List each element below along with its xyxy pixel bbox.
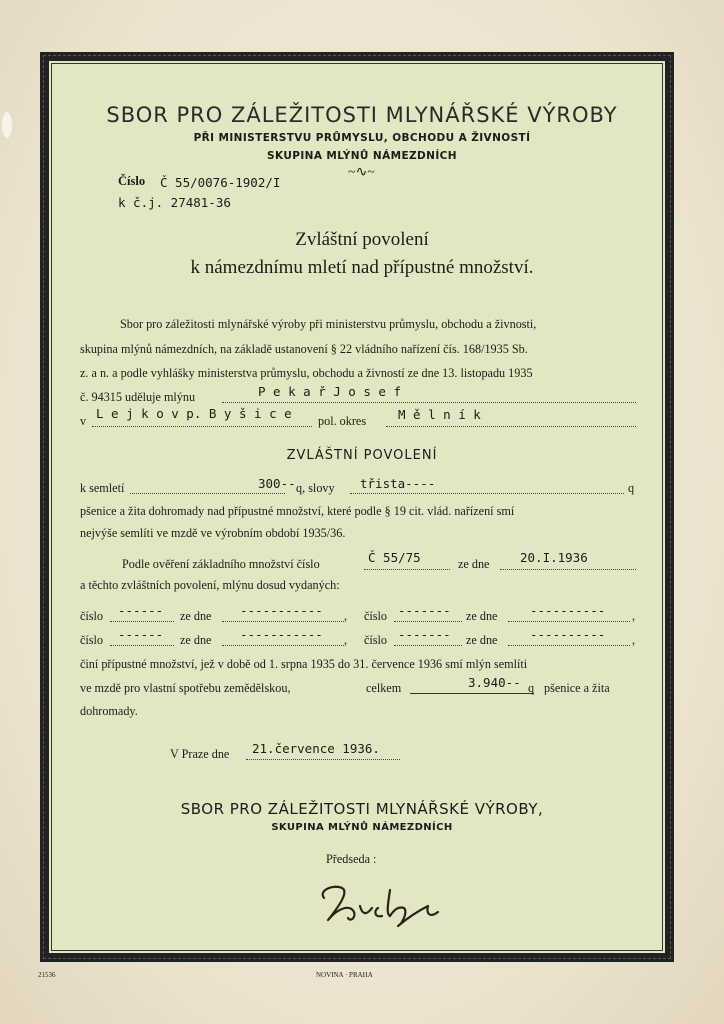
section-heading: ZVLÁŠTNÍ POVOLENÍ: [286, 448, 438, 463]
row1-comma: ,: [344, 609, 348, 623]
row2-ze-dne: ze dne: [180, 633, 212, 647]
verification-line-2: a těchto zvláštních povolení, mlýnu dosud vydaných:: [80, 578, 340, 592]
v-label: v: [80, 414, 87, 428]
total-q: q: [528, 681, 535, 695]
printer-mark: NOVINA · PRAHA: [316, 971, 373, 979]
row2-cislo-dash-2: -------: [398, 627, 451, 642]
total-amount: 3.940--: [468, 675, 521, 690]
intro-line-2: skupina mlýnů námezdních, na základě ustanovení § 22 vládního nařízení čís. 168/1935 Sb.: [80, 342, 528, 356]
intro-line-1: Sbor pro záležitosti mlynářské výroby při ministerstvu průmyslu, obchodu a živnosti,: [120, 317, 537, 331]
row1-cislo: číslo: [80, 609, 104, 623]
row1-ze-dne: ze dne: [180, 609, 212, 623]
flourish-ornament: ~∿~: [348, 165, 375, 180]
print-number: 21536: [38, 971, 56, 979]
dated-date: 21.července 1936.: [252, 741, 380, 756]
district-name: M ě l n í k: [398, 407, 481, 422]
issuer-group: SKUPINA MLÝNŮ NÁMEZDNÍCH: [267, 150, 457, 162]
row2-comma-2: ,: [632, 633, 636, 647]
row1-date-dash-2: ----------: [530, 603, 606, 618]
chair-label: Předseda :: [326, 852, 377, 866]
row1-cislo-2: číslo: [364, 609, 388, 623]
total-line-1: činí přípustné množství, jež v době od 1. srpna 1935 do 31. července 1936 smí mlýn semlíti: [80, 657, 528, 671]
row2-date-dash: -----------: [240, 627, 323, 642]
row2-cislo-2: číslo: [364, 633, 388, 647]
verification-number: Č 55/75: [368, 550, 421, 565]
row2-ze-dne-2: ze dne: [466, 633, 498, 647]
mill-place: L e j k o v p. B y š i c e: [96, 406, 292, 421]
total-line-2-prefix: ve mzdě pro vlastní spotřebu zemědělskou,: [80, 681, 291, 695]
grant-amount-words: třista----: [360, 476, 436, 491]
document-subtitle: k námezdnímu mletí nad přípustné množství.: [190, 257, 534, 278]
k-semleti-label: k semletí: [80, 481, 125, 495]
reference-kcj: k č.j. 27481-36: [118, 195, 231, 210]
row2-comma: ,: [344, 633, 348, 647]
row1-cislo-dash: ------: [118, 603, 164, 618]
row1-comma-2: ,: [632, 609, 636, 623]
q-slovy-label: q, slovy: [296, 481, 335, 495]
issuer-title: SBOR PRO ZÁLEŽITOSTI MLYNÁŘSKÉ VÝROBY: [106, 103, 618, 127]
grant-line-3: nejvýše semlíti ve mzdě ve výrobním období 1935/36.: [80, 526, 346, 540]
row2-cislo: číslo: [80, 633, 104, 647]
verification-prefix: Podle ověření základního množství číslo: [122, 557, 320, 571]
district-label: pol. okres: [318, 414, 367, 428]
grant-amount: 300--: [258, 476, 296, 491]
row1-ze-dne-2: ze dne: [466, 609, 498, 623]
q-label: q: [628, 481, 635, 495]
intro-line-3: z. a n. a podle vyhlášky ministerstva průmyslu, obchodu a živností ze dne 13. listopadu 1935: [80, 366, 533, 380]
verification-date: 20.I.1936: [520, 550, 588, 565]
row1-cislo-dash-2: -------: [398, 603, 451, 618]
row2-date-dash-2: ----------: [530, 627, 606, 642]
footer-org: SBOR PRO ZÁLEŽITOSTI MLYNÁŘSKÉ VÝROBY,: [180, 800, 544, 818]
dated-label: V Praze dne: [170, 747, 230, 761]
total-line-3: dohromady.: [80, 704, 138, 718]
cislo-value: Č 55/0076-1902/I: [160, 175, 281, 190]
mill-owner: P e k a ř J o s e f: [258, 384, 401, 399]
row1-date-dash: -----------: [240, 603, 323, 618]
cislo-label: Číslo: [118, 174, 146, 188]
issuer-subtitle: PŘI MINISTERSTVU PRŮMYSLU, OBCHODU A ŽIVNOSTÍ: [193, 132, 531, 144]
total-line-2-suffix: pšenice a žita: [544, 681, 610, 695]
intro-line-4: č. 94315 uděluje mlýnu: [80, 390, 196, 404]
verification-ze-dne: ze dne: [458, 557, 490, 571]
row2-cislo-dash: ------: [118, 627, 164, 642]
footer-group: SKUPINA MLÝNŮ NÁMEZDNÍCH: [271, 822, 453, 833]
handwritten-signature: [316, 880, 456, 930]
total-celkem-label: celkem: [366, 681, 402, 695]
document-title: Zvláštní povolení: [295, 229, 429, 250]
grant-line-2: pšenice a žita dohromady nad přípustné množství, které podle § 19 cit. vlád. nařízení smí: [80, 504, 515, 518]
